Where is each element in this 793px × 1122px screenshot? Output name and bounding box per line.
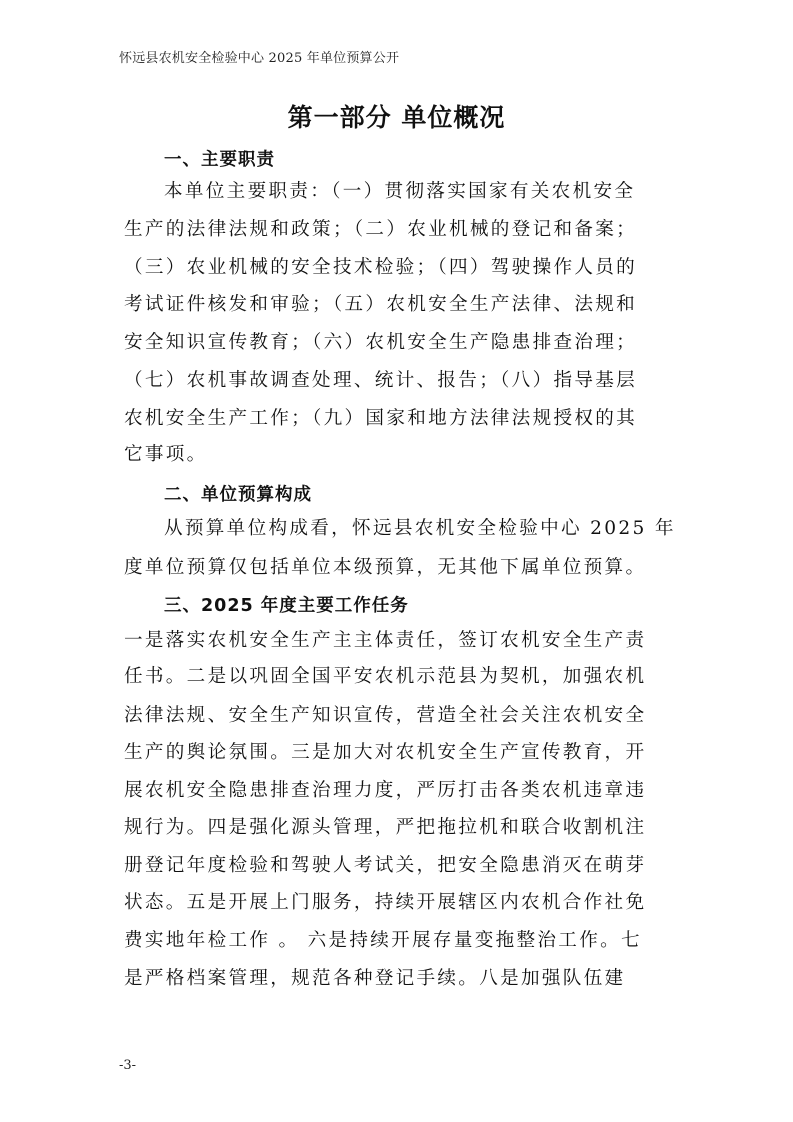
paragraph-line: 展农机安全隐患排查治理力度，严厉打击各类农机违章违	[124, 780, 647, 801]
paragraph-line: 是严格档案管理，规范各种登记手续。八是加强队伍建	[124, 968, 626, 989]
paragraph-line: 安全知识宣传教育；（六）农机安全生产隐患排查治理；	[124, 332, 638, 353]
paragraph-line: 它事项。	[124, 444, 208, 465]
paragraph-line: 生产的舆论氛围。三是加大对农机安全生产宣传教育，开	[124, 742, 647, 763]
paragraph-line: 农机安全生产工作；（九）国家和地方法律法规授权的其	[124, 408, 638, 429]
paragraph-line: 状态。五是开展上门服务，持续开展辖区内农机合作社免	[124, 892, 647, 913]
page-title: 第一部分 单位概况	[287, 103, 506, 132]
paragraph-line: 从预算单位构成看，怀远县农机安全检验中心 2025 年	[164, 518, 676, 539]
paragraph-line: 生产的法律法规和政策；（二）农业机械的登记和备案；	[124, 219, 638, 240]
paragraph-line: 考试证件核发和审验；（五）农机安全生产法律、法规和	[124, 294, 638, 315]
page-number: -3-	[119, 1058, 137, 1073]
paragraph-line: 册登记年度检验和驾驶人考试关，把安全隐患消灭在萌芽	[124, 855, 647, 876]
section-heading-duties: 一、主要职责	[164, 150, 275, 170]
paragraph-line: （三）农业机械的安全技术检验；（四）驾驶操作人员的	[124, 257, 638, 278]
paragraph-line: （七）农机事故调查处理、统计、报告；（八）指导基层	[124, 370, 638, 391]
paragraph-line: 一是落实农机安全生产主主体责任，签订农机安全生产责	[124, 630, 647, 651]
section-heading-budget-composition: 二、单位预算构成	[164, 485, 312, 505]
section-heading-tasks: 三、2025 年度主要工作任务	[164, 596, 409, 616]
paragraph-line: 法律法规、安全生产知识宣传，营造全社会关注农机安全	[124, 705, 647, 726]
paragraph-line: 规行为。四是强化源头管理，严把拖拉机和联合收割机注	[124, 817, 647, 838]
running-header: 怀远县农机安全检验中心 2025 年单位预算公开	[119, 51, 400, 66]
paragraph-line: 度单位预算仅包括单位本级预算，无其他下属单位预算。	[124, 557, 647, 578]
paragraph-line: 任书。二是以巩固全国平安农机示范县为契机，加强农机	[124, 666, 647, 687]
paragraph-line: 本单位主要职责：（一）贯彻落实国家有关农机安全	[164, 181, 636, 202]
paragraph-line: 费实地年检工作 。 六是持续开展存量变拖整治工作。七	[124, 930, 642, 951]
